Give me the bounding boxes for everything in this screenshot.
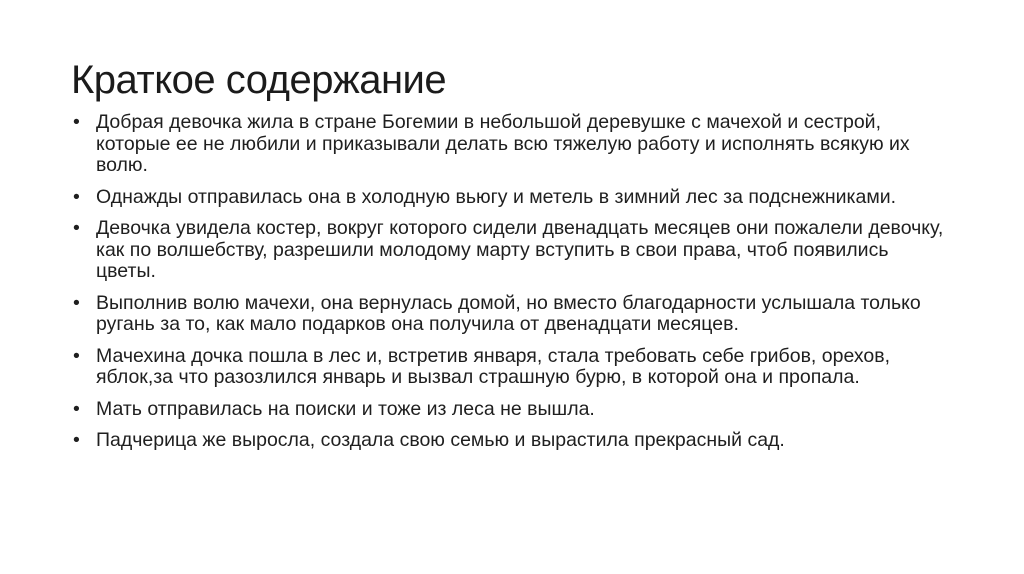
- bullet-text: Падчерица же выросла, создала свою семью и вырастила прекрасный сад.: [96, 429, 785, 451]
- bullet-item: [71, 399, 951, 421]
- bullet-item: [71, 112, 951, 177]
- bullet-icon: •: [73, 185, 80, 208]
- bullet-item: [71, 346, 951, 389]
- bullet-item: [71, 187, 951, 209]
- bullet-text: Выполнив волю мачехи, она вернулась домой, но вместо благодарности услышала только ругань за то, как мало подарков она получила от двенадцати месяцев.: [96, 291, 921, 335]
- bullet-text: Девочка увидела костер, вокруг которого сидели двенадцать месяцев они пожалели девочку, как по волшебству, разрешили молодому марту вступить в свои права, чтоб появились цветы.: [96, 217, 944, 282]
- bullet-icon: •: [73, 217, 80, 239]
- bullet-list: [71, 112, 951, 462]
- slide-title: Краткое содержание: [71, 58, 447, 102]
- bullet-item: [71, 218, 951, 283]
- bullet-icon: •: [73, 344, 80, 367]
- bullet-icon: •: [73, 429, 80, 451]
- bullet-text: Однажды отправилась она в холодную вьюгу и метель в зимний лес за подснежниками.: [96, 185, 897, 208]
- bullet-icon: •: [73, 111, 80, 133]
- bullet-item: [71, 293, 951, 336]
- bullet-item: [71, 430, 951, 452]
- bullet-icon: •: [73, 291, 80, 314]
- bullet-text: Мачехина дочка пошла в лес и, встретив января, стала требовать себе грибов, орехов, яблок,за что разозлился январь и вызвал страшную бурю, в которой она и пропала.: [96, 344, 891, 388]
- bullet-text: Мать отправилась на поиски и тоже из леса не вышла.: [96, 397, 595, 420]
- bullet-text: Добрая девочка жила в стране Богемии в небольшой деревушке с мачехой и сестрой, которые ее не любили и приказывали делать всю тяжелую работу и исполнять всякую их волю.: [96, 111, 910, 176]
- bullet-icon: •: [73, 397, 80, 420]
